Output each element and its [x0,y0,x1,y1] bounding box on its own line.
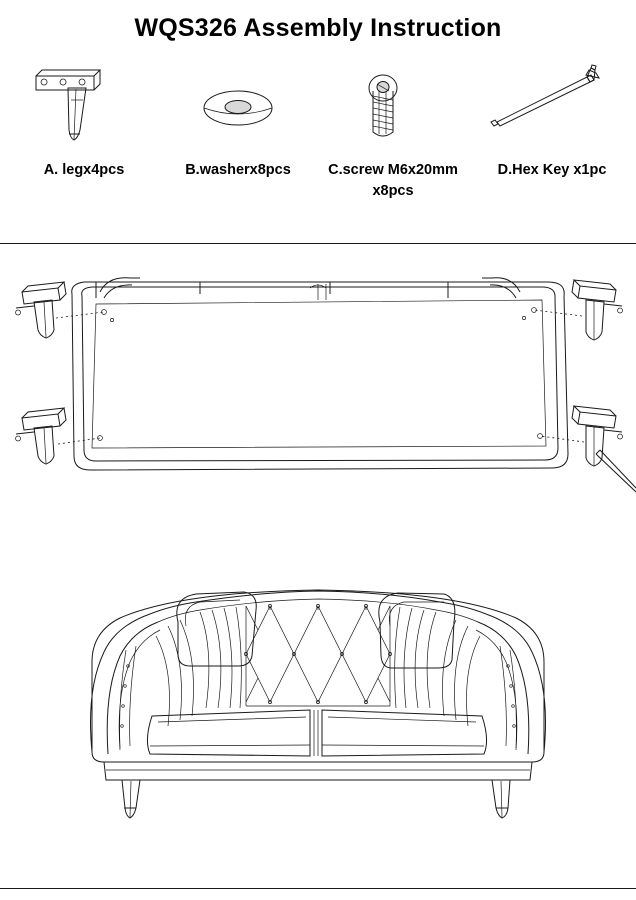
washer-icon [158,60,318,150]
screw-icon [312,60,474,150]
figure-step-1 [0,248,636,510]
sofa-leg-front-left [122,780,140,818]
part-label-c [312,160,474,202]
part-item-c [312,60,474,202]
part-label-b: B.washerx8pcs [185,162,291,178]
parts-list [0,60,636,235]
leg-callout-bottom-left [16,408,66,464]
leg-callout-bottom-right [572,406,636,492]
part-item-b [158,60,318,181]
figure-step-2 [0,540,636,850]
part-item-a [4,60,164,181]
part-label-c-line2: x8pcs [372,183,414,200]
part-label-c-line1: C.screw M6x20mm [328,162,458,178]
page-title: WQS326 Assembly Instruction [134,14,502,42]
leg-callout-top-right [572,280,623,340]
part-label-d: D.Hex Key x1pc [497,162,607,178]
sofa-leg-front-right [492,780,510,818]
hex-key-icon [470,60,634,150]
sofa-leg-icon [4,60,164,150]
section-divider-top [0,243,636,244]
leg-callout-top-left [16,282,66,338]
section-divider-bottom [0,888,636,889]
part-label-a: A. legx4pcs [43,162,125,178]
part-item-d [470,60,634,181]
